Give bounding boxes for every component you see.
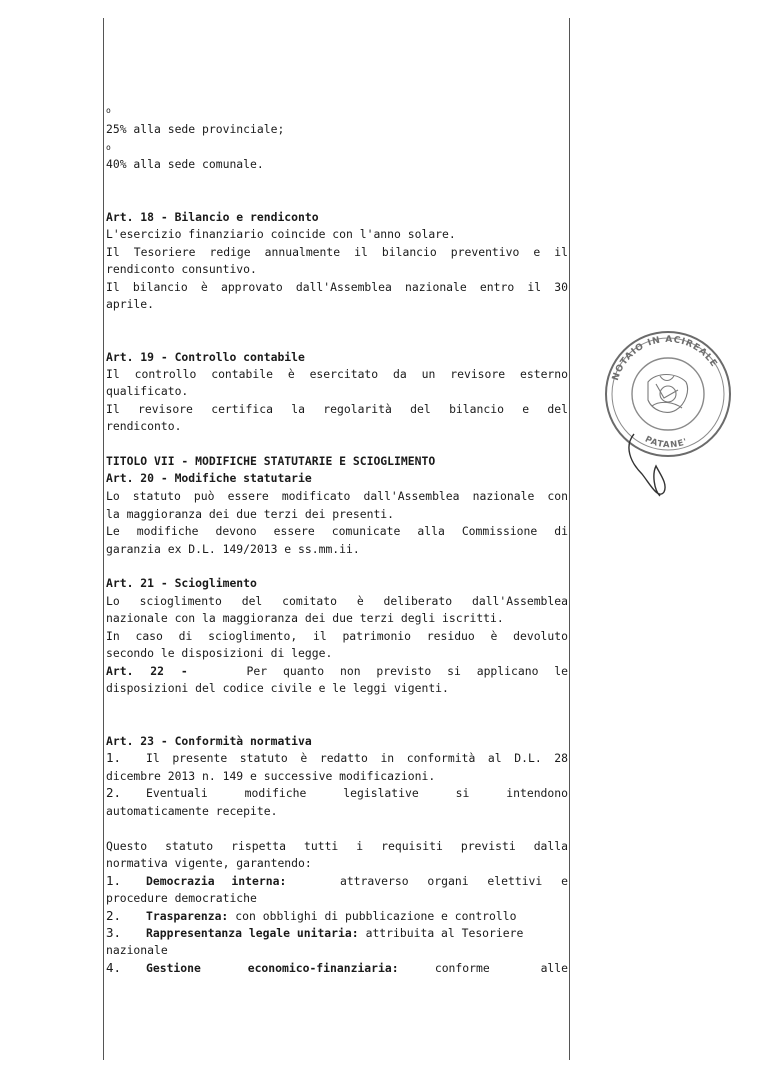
item-title: Gestione economico-finanziaria: [146, 961, 399, 975]
paragraph-line: Lo statuto può essere modificato dall'Assemblea nazionale con [106, 489, 568, 503]
paragraph-line: garanzia ex D.L. 149/2013 e ss.mm.ii. [106, 542, 360, 556]
list-item: 40% alla sede comunale. [106, 157, 264, 171]
notary-seal [594, 324, 744, 504]
paragraph-line: automaticamente recepite. [106, 804, 278, 818]
paragraph-line: Il Tesoriere redige annualmente il bilancio preventivo e il [106, 245, 568, 259]
item-text: attribuita al Tesoriere [365, 926, 524, 940]
right-margin-line [569, 18, 570, 1060]
left-margin-line [103, 18, 104, 1060]
item-text: attraverso organi elettivi e [339, 874, 568, 888]
paragraph-line: Questo statuto rispetta tutti i requisiti previsti dalla [106, 839, 568, 853]
svg-text:NOTAIO IN ACIREALE: NOTAIO IN ACIREALE [610, 334, 719, 383]
paragraph-line: dicembre 2013 n. 149 e successive modificazioni. [106, 769, 436, 783]
requirement-item [106, 925, 568, 941]
section-title: TITOLO VII - MODIFICHE STATUTARIE E SCIOGLIMENTO [106, 454, 436, 468]
paragraph-line: Il controllo contabile è esercitato da un revisore esterno [106, 367, 568, 381]
requirement-item [106, 873, 568, 889]
paragraph-line: Le modifiche devono essere comunicate alla Commissione di [106, 524, 568, 538]
article-label: Art. 22 - [106, 664, 188, 678]
svg-text:PATANE': PATANE' [643, 434, 690, 451]
article-heading: Art. 18 - Bilancio e rendiconto [106, 210, 319, 224]
item-number: 1. [106, 873, 122, 888]
bullet-marker: o [106, 106, 111, 115]
paragraph-number: 2. [106, 785, 122, 800]
list-item: 25% alla sede provinciale; [106, 122, 285, 136]
paragraph-line: la maggioranza dei due terzi dei presenti. [106, 507, 395, 521]
paragraph-line: Il bilancio è approvato dall'Assemblea nazionale entro il 30 [106, 280, 568, 294]
requirement-item [106, 960, 568, 976]
paragraph-line: nazionale con la maggioranza dei due terzi degli iscritti. [106, 611, 504, 625]
item-title: Democrazia interna: [146, 874, 287, 888]
paragraph-text: Per quanto non previsto si applicano le [246, 664, 568, 678]
paragraph-line: Il revisore certifica la regolarità del bilancio e del [106, 402, 568, 416]
item-title: Trasparenza: [146, 909, 229, 923]
paragraph-number: 1. [106, 750, 122, 765]
paragraph-line: aprile. [106, 297, 155, 311]
item-title: Rappresentanza legale unitaria: [146, 926, 359, 940]
paragraph-line: normativa vigente, garantendo: [106, 856, 312, 870]
paragraph-line: rendiconto. [106, 419, 182, 433]
paragraph-text: Il presente statuto è redatto in conformità al D.L. 28 [146, 751, 568, 765]
item-number: 3. [106, 925, 122, 940]
article-heading: Art. 21 - Scioglimento [106, 576, 257, 590]
article-heading: Art. 23 - Conformità normativa [106, 734, 312, 748]
article-22-line [106, 663, 568, 679]
bullet-marker: o [106, 143, 111, 152]
requirement-item [106, 908, 568, 924]
article-heading: Art. 19 - Controllo contabile [106, 350, 305, 364]
paragraph-text: Eventuali modifiche legislative si intendono [146, 786, 568, 800]
paragraph-line: disposizioni del codice civile e le leggi vigenti. [106, 681, 449, 695]
numbered-paragraph [106, 785, 568, 801]
item-text: con obblighi di pubblicazione e controllo [235, 909, 517, 923]
paragraph-line: rendiconto consuntivo. [106, 262, 257, 276]
article-heading: Art. 20 - Modifiche statutarie [106, 471, 312, 485]
item-number: 2. [106, 908, 122, 923]
paragraph-line: In caso di scioglimento, il patrimonio residuo è devoluto [106, 629, 568, 643]
paragraph-line: Lo scioglimento del comitato è deliberato dall'Assemblea [106, 594, 568, 608]
paragraph-line: procedure democratiche [106, 891, 257, 905]
numbered-paragraph [106, 750, 568, 766]
paragraph-line: nazionale [106, 943, 168, 957]
paragraph-line: L'esercizio finanziario coincide con l'anno solare. [106, 227, 456, 241]
item-number: 4. [106, 960, 122, 975]
paragraph-line: secondo le disposizioni di legge. [106, 646, 333, 660]
item-text: conforme alle [434, 961, 568, 975]
paragraph-line: qualificato. [106, 384, 189, 398]
